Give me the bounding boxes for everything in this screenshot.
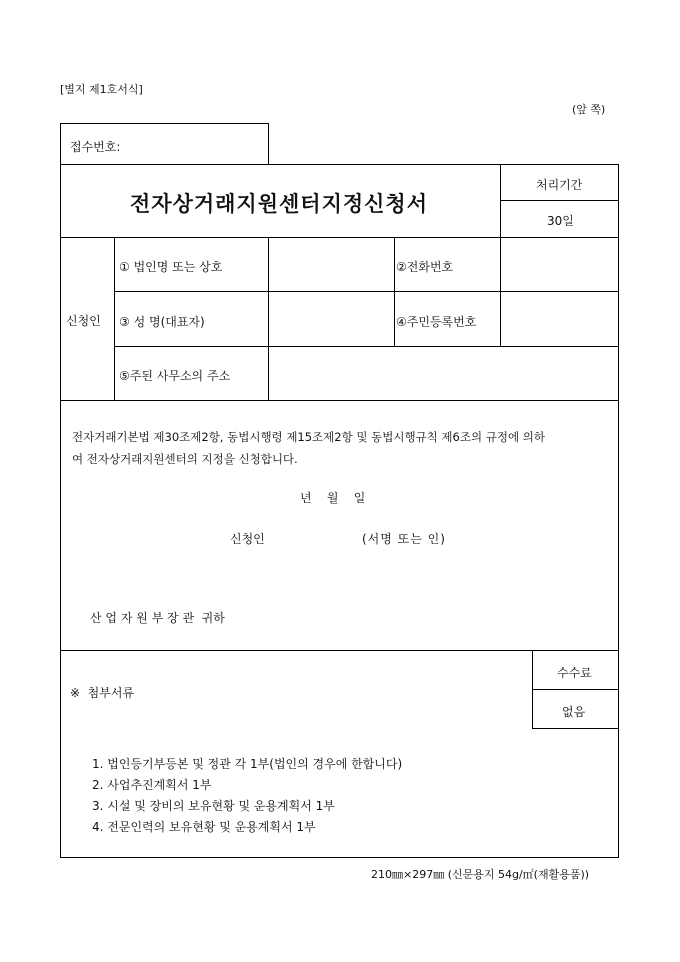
address-label: ⑤주된 사무소의 주소: [119, 369, 231, 383]
attachment-item-4: 4. 전문인력의 보유현황 및 운용계획서 1부: [92, 820, 316, 834]
receipt-number-label: 접수번호:: [70, 140, 121, 154]
address-field[interactable]: [270, 348, 617, 399]
processing-period-label: 처리기간: [536, 178, 583, 192]
processing-period-value: 30일: [547, 214, 574, 228]
page-side-label: (앞 쪽): [572, 103, 606, 116]
attachment-item-3: 3. 시설 및 장비의 보유현황 및 운용계획서 1부: [92, 799, 335, 813]
applicant-section-label: 신청인: [66, 314, 101, 328]
application-statement-line1: 전자거래기본법 제30조제2항, 동법시행령 제15조제2항 및 동법시행규칙 제6조의 규정에 의하: [72, 430, 545, 444]
date-line: 년 월 일: [300, 491, 366, 505]
phone-field[interactable]: [502, 239, 617, 290]
attachments-title: ※ 첨부서류: [70, 686, 135, 700]
form-number-label: [별지 제1호서식]: [60, 83, 143, 96]
representative-field[interactable]: [270, 293, 393, 345]
fee-value: 없음: [562, 705, 586, 719]
addressee: 산 업 자 원 부 장 관 귀하: [90, 611, 225, 625]
resident-number-label: ④주민등록번호: [396, 315, 477, 329]
resident-number-field[interactable]: [502, 293, 617, 345]
paper-spec: 210㎜×297㎜ (신문용지 54g/㎡(재활용품)): [371, 868, 590, 881]
signature-hint: (서명 또는 인): [362, 532, 446, 546]
attachment-item-2: 2. 사업추진계획서 1부: [92, 778, 212, 792]
representative-label: ③ 성 명(대표자): [119, 315, 205, 329]
applicant-sign-label: 신청인: [230, 532, 265, 546]
fee-label: 수수료: [557, 666, 592, 680]
form-title: 전자상거래지원센터지정신청서: [130, 191, 429, 216]
attachment-item-1: 1. 법인등기부등본 및 정관 각 1부(법인의 경우에 한합니다): [92, 757, 403, 771]
company-name-label: ① 법인명 또는 상호: [119, 260, 223, 274]
phone-label: ②전화번호: [396, 260, 454, 274]
application-statement-line2: 여 전자상거래지원센터의 지정을 신청합니다.: [72, 452, 298, 466]
company-name-field[interactable]: [270, 239, 393, 290]
